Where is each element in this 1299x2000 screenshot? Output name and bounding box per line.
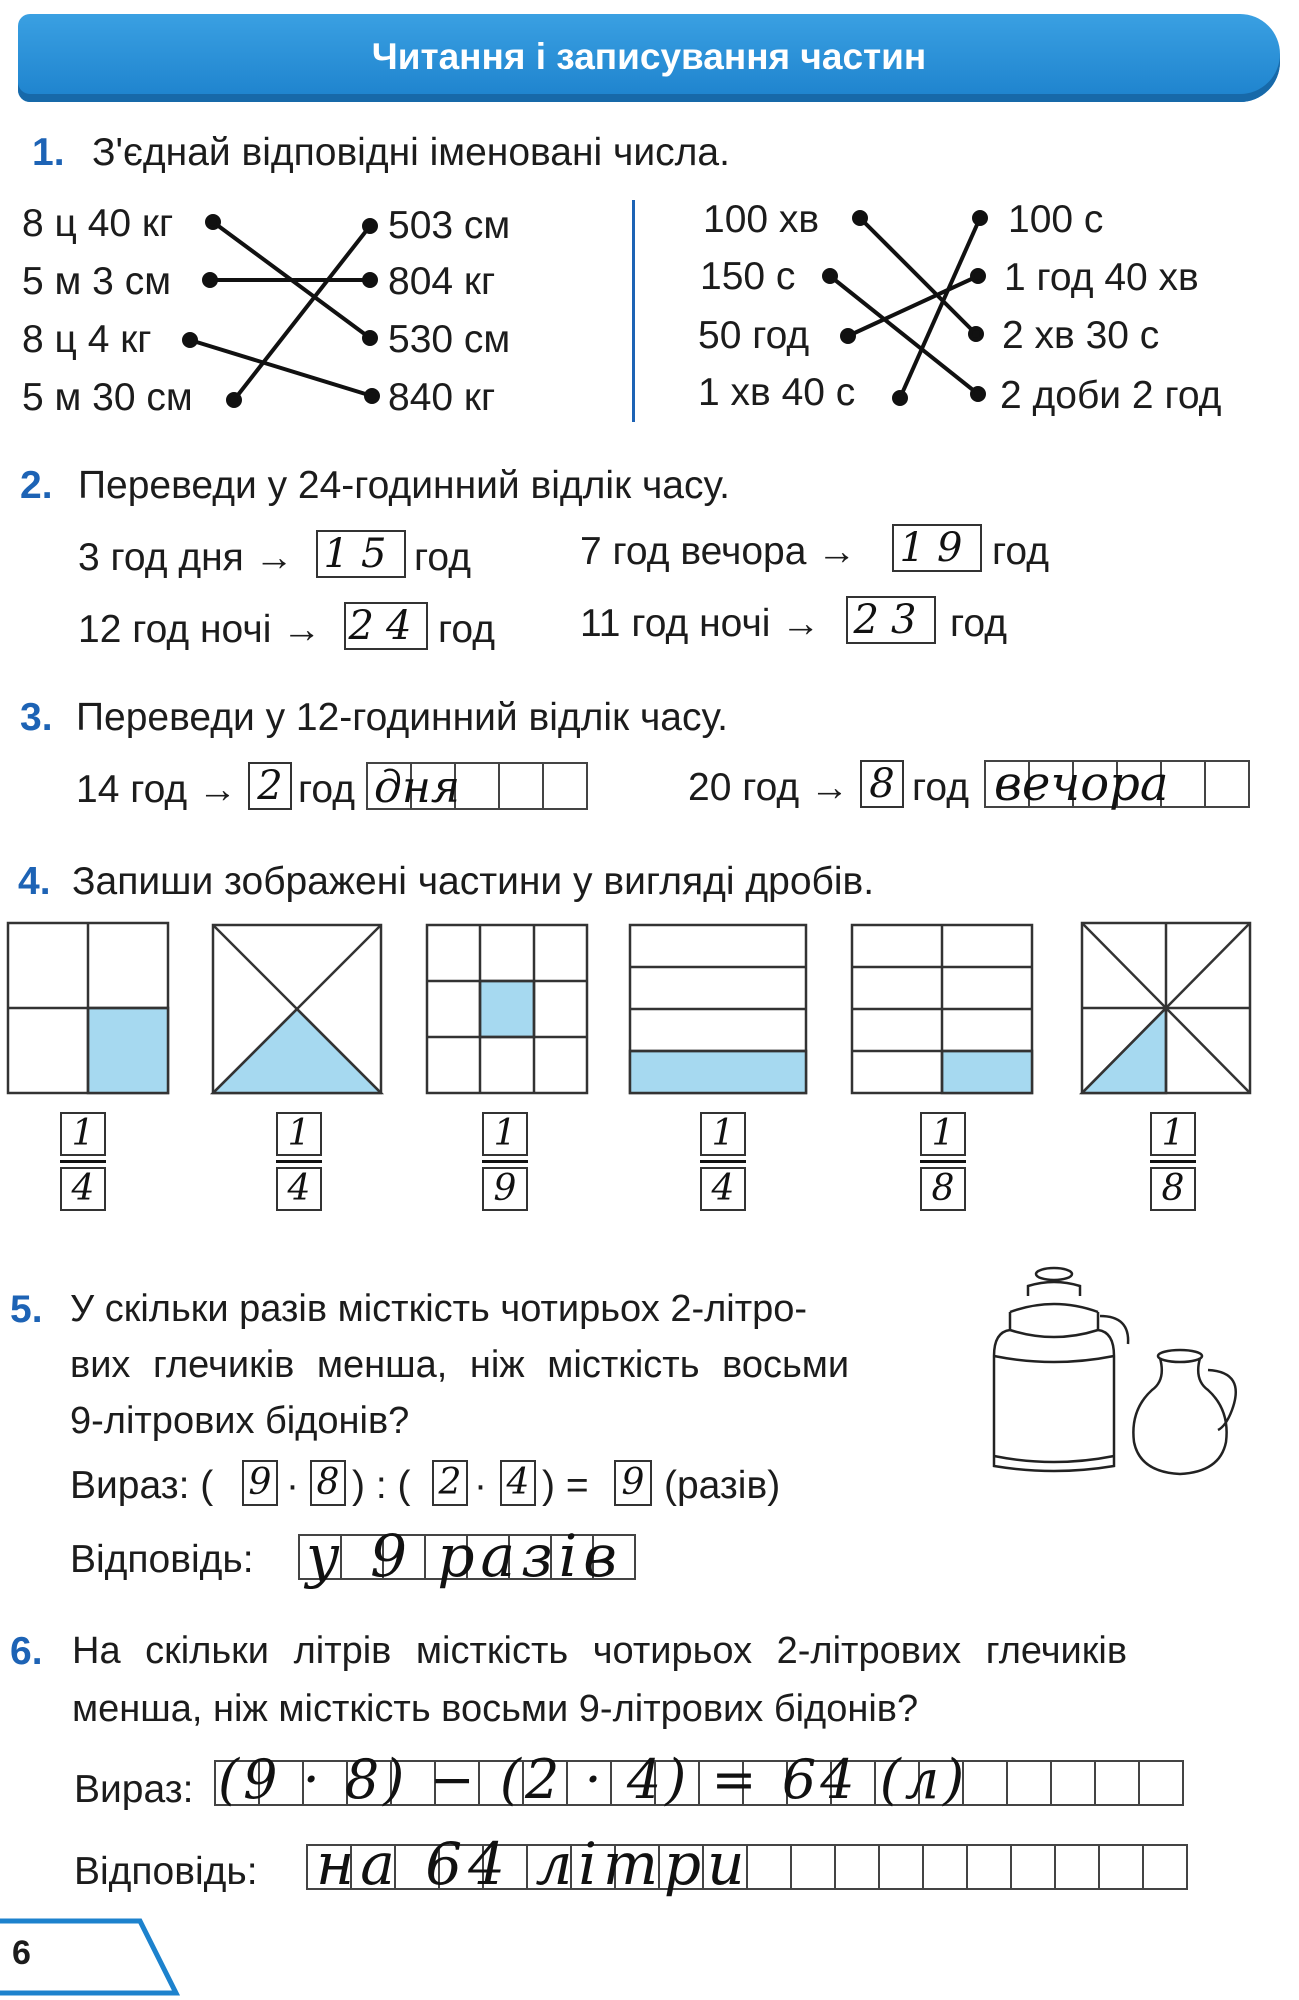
fraction-figures <box>0 915 1299 1095</box>
connect-dot <box>894 392 906 404</box>
handwritten-word: дня <box>374 762 461 813</box>
handwritten-answer: на 64 літри <box>316 1830 751 1898</box>
connect-dot <box>184 334 196 346</box>
page-title: Читання і записування частин <box>371 36 927 77</box>
quantity-label: 150 с <box>700 255 796 298</box>
numerator-box[interactable] <box>920 1112 966 1156</box>
connect-dot <box>207 216 219 228</box>
answer-box[interactable]: 8 <box>310 1460 346 1506</box>
grid-cell <box>878 1844 924 1890</box>
fraction-bar <box>700 1160 746 1163</box>
fraction-answer <box>700 1112 746 1211</box>
fraction-bar <box>1150 1160 1196 1163</box>
fraction-answer <box>276 1112 322 1211</box>
numerator: 1 <box>71 1113 95 1154</box>
handwritten-word: вечора <box>994 756 1169 812</box>
connect-dot <box>854 212 866 224</box>
task-number: 4. <box>18 860 51 903</box>
handwritten-expression: (9 · 8) − (2 · 4) = 64 (л) <box>218 1748 969 1811</box>
numerator: 1 <box>493 1113 517 1154</box>
connect-dot <box>974 212 986 224</box>
answer-box[interactable]: 9 <box>614 1460 652 1506</box>
task-text: Запиши зображені частини у вигляді дробів. <box>72 860 875 903</box>
quantity-label: 2 хв 30 с <box>1002 314 1160 357</box>
unit-label: год <box>438 608 495 651</box>
answer-box[interactable]: 24 <box>344 602 428 650</box>
answer-box[interactable]: 8 <box>860 760 904 808</box>
unit-label: год <box>414 536 471 579</box>
handwritten-answer: у 9 разів <box>306 1522 624 1590</box>
quantity-label: 2 доби 2 год <box>1000 374 1222 417</box>
task-text: З'єднай відповідні іменовані числа. <box>92 131 730 174</box>
task-number: 6. <box>10 1630 43 1673</box>
task-number: 2. <box>20 464 53 507</box>
quantity-label: 1 год 40 хв <box>1004 256 1199 299</box>
denominator: 4 <box>711 1168 735 1209</box>
numerator: 1 <box>287 1113 311 1154</box>
grid-cell <box>1098 1844 1144 1890</box>
numerator: 1 <box>711 1113 735 1154</box>
fraction-bar <box>276 1160 322 1163</box>
time-label: 11 год ночі → <box>580 602 821 645</box>
answer-label: Відповідь: <box>70 1538 254 1581</box>
connect-dot <box>366 390 378 402</box>
connect-dot <box>364 332 376 344</box>
answer-box[interactable]: 2 <box>432 1460 468 1506</box>
quantity-label: 530 см <box>388 318 511 361</box>
connect-dot <box>970 328 982 340</box>
grid-cell <box>1142 1844 1188 1890</box>
grid-cell <box>1054 1844 1100 1890</box>
grid-cell <box>1010 1844 1056 1890</box>
fraction-answer <box>60 1112 106 1211</box>
denominator: 8 <box>931 1168 955 1209</box>
grid-cell <box>922 1844 968 1890</box>
quantity-label: 503 см <box>388 204 511 247</box>
denominator-box[interactable] <box>482 1167 528 1211</box>
quantity-label: 8 ц 4 кг <box>22 318 152 361</box>
jug-icon <box>1133 1350 1235 1474</box>
answer-box[interactable]: 2 <box>248 762 292 810</box>
fraction-answer <box>1150 1112 1196 1211</box>
connect-dot <box>824 270 836 282</box>
grid-cell <box>746 1844 792 1890</box>
square-figure <box>213 925 381 1093</box>
numerator-box[interactable] <box>482 1112 528 1156</box>
task-number: 1. <box>32 131 65 174</box>
operator-sign: ) = <box>542 1464 589 1507</box>
match-line <box>190 340 372 396</box>
matching-lines <box>0 0 1299 440</box>
numerator-box[interactable] <box>1150 1112 1196 1156</box>
denominator-box[interactable] <box>60 1167 106 1211</box>
square-figure <box>852 925 1032 1093</box>
grid-cell <box>1138 1760 1184 1806</box>
time-label: 12 год ночі → <box>78 608 322 651</box>
unit-label: год <box>950 602 1007 645</box>
square-figure <box>427 925 587 1093</box>
denominator-box[interactable] <box>1150 1167 1196 1211</box>
quantity-label: 840 кг <box>388 376 496 419</box>
denominator: 9 <box>493 1168 517 1209</box>
connect-dot <box>972 270 984 282</box>
task-text: вих глечиків менша, ніж місткість восьми <box>70 1344 850 1386</box>
unit-label: год <box>912 766 969 809</box>
denominator: 4 <box>71 1168 95 1209</box>
time-label: 14 год → <box>76 768 238 811</box>
quantity-label: 8 ц 40 кг <box>22 202 174 245</box>
square-figure <box>1082 923 1250 1093</box>
numerator: 1 <box>931 1113 955 1154</box>
numerator-box[interactable] <box>60 1112 106 1156</box>
milk-can-and-jug-illustration <box>970 1260 1250 1490</box>
task-text: Переведи у 24-годинний відлік часу. <box>78 464 730 507</box>
connect-dot <box>204 274 216 286</box>
answer-box[interactable]: 4 <box>500 1460 536 1506</box>
grid-cell <box>966 1844 1012 1890</box>
quantity-label: 1 хв 40 с <box>698 371 856 414</box>
expression-label: Вираз: ( <box>70 1464 214 1507</box>
square-figure <box>8 923 168 1093</box>
grid-cell <box>834 1844 880 1890</box>
fraction-answer <box>482 1112 528 1211</box>
grid-cell <box>1050 1760 1096 1806</box>
grid-cell <box>790 1844 836 1890</box>
task-text: 9-літрових бідонів? <box>70 1400 410 1442</box>
expression-label: Вираз: <box>74 1768 194 1811</box>
unit-label: год <box>298 768 355 811</box>
quantity-label: 100 с <box>1008 198 1104 241</box>
task-text: Переведи у 12-годинний відлік часу. <box>76 696 728 739</box>
grid-cell <box>962 1760 1008 1806</box>
fraction-bar <box>60 1160 106 1163</box>
connect-dot <box>364 220 376 232</box>
task-number: 5. <box>10 1288 43 1331</box>
operator-sign: ) : ( <box>352 1464 411 1507</box>
answer-box[interactable]: 19 <box>892 524 982 572</box>
unit-label: (разів) <box>664 1464 781 1507</box>
quantity-label: 100 хв <box>703 198 820 241</box>
connect-dot <box>972 388 984 400</box>
match-line <box>860 218 976 334</box>
square-figure <box>630 925 806 1093</box>
milk-can-icon <box>994 1268 1128 1471</box>
answer-box[interactable]: 23 <box>846 596 936 644</box>
connect-dot <box>364 274 376 286</box>
grid-cell <box>1094 1760 1140 1806</box>
time-label: 20 год → <box>688 766 850 809</box>
fraction-bar <box>482 1160 528 1163</box>
grid-cell <box>1006 1760 1052 1806</box>
unit-label: год <box>992 530 1049 573</box>
denominator-box[interactable] <box>920 1167 966 1211</box>
numerator-box[interactable] <box>276 1112 322 1156</box>
dot-sign: · <box>286 1464 299 1507</box>
fraction-bar <box>920 1160 966 1163</box>
task-number: 3. <box>20 696 53 739</box>
connect-dot <box>228 394 240 406</box>
denominator: 8 <box>1161 1168 1185 1209</box>
fraction-answer <box>920 1112 966 1211</box>
numerator: 1 <box>1161 1113 1185 1154</box>
time-label: 3 год дня → <box>78 536 294 579</box>
quantity-label: 50 год <box>698 314 810 357</box>
denominator-box[interactable] <box>276 1167 322 1211</box>
answer-label: Відповідь: <box>74 1850 258 1893</box>
page-number: 6 <box>12 1934 31 1972</box>
answer-box[interactable]: 9 <box>242 1460 278 1506</box>
dot-sign: · <box>474 1464 487 1507</box>
quantity-label: 804 кг <box>388 260 496 303</box>
connect-dot <box>842 330 854 342</box>
quantity-label: 5 м 3 см <box>22 260 172 303</box>
denominator: 4 <box>287 1168 311 1209</box>
denominator-box[interactable] <box>700 1167 746 1211</box>
task-text: На скільки літрів місткість чотирьох 2-літрових глечиків <box>72 1630 1128 1672</box>
task-text: У скільки разів місткість чотирьох 2-літро- <box>70 1288 808 1330</box>
numerator-box[interactable] <box>700 1112 746 1156</box>
time-label: 7 год вечора → <box>580 530 857 573</box>
task-text: менша, ніж місткість восьми 9-літрових бідонів? <box>72 1688 919 1730</box>
quantity-label: 5 м 30 см <box>22 376 193 419</box>
answer-box[interactable]: 15 <box>316 530 406 578</box>
